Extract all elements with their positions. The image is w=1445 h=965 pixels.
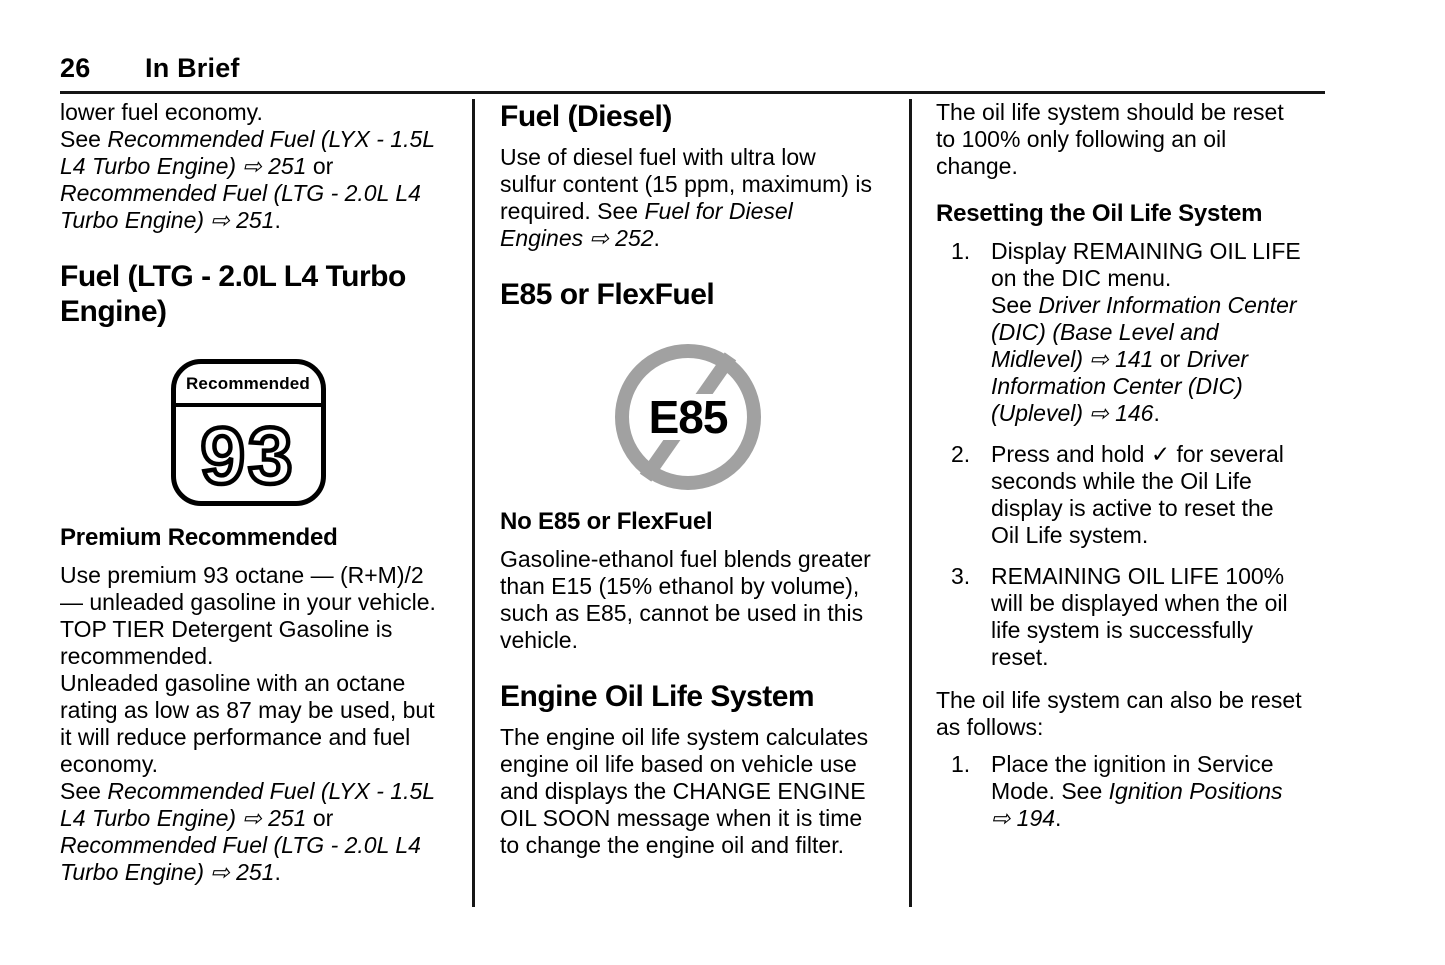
paragraph-diesel: Use of diesel fuel with ultra low sulfur content (15 ppm, maximum) is required. See Fuel for Diesel Engines ⇨ 252. [500, 144, 872, 251]
list-item-text: Display REMAINING OIL LIFE on the DIC menu. See Driver Information Center (DIC) (Base Level and Midlevel) ⇨ 141 or Driver Information Center (DIC) (Uplevel) ⇨ 146. [991, 238, 1301, 426]
heading-e85: E85 or FlexFuel [500, 278, 715, 311]
no-e85-prohibition-icon [615, 344, 761, 490]
heading-fuel-ltg: Fuel (LTG - 2.0L L4 Turbo Engine) [60, 260, 406, 328]
paragraph-oil-life: The engine oil life system calculates engine oil life based on vehicle use and displays the CHANGE ENGINE OIL SOON message when it is time to change the engine oil and filter. [500, 724, 869, 858]
subheading-no-e85: No E85 or FlexFuel [500, 508, 713, 535]
paragraph-premium-fuel: Use premium 93 octane — (R+M)/2 — unleaded gasoline in your vehicle. TOP TIER Detergent Gasoline is recommended. Unleaded gasoline with an octane rating as low as 87 may be used, but it will reduce performance and fuel economy. See Recommended Fuel (LYX - 1.5L L4 Turbo Engine) ⇨ 251 or Recommended Fuel (LTG - 2.0L L4 Turbo Engine) ⇨ 251. [60, 562, 436, 885]
badge-octane-number: 93 [200, 411, 296, 500]
column-1 [60, 99, 472, 886]
list-item [951, 441, 1308, 549]
list-item-text: REMAINING OIL LIFE 100% will be displayed when the oil life system is successfully reset. [991, 563, 1288, 670]
paragraph-intro: lower fuel economy. See Recommended Fuel (LYX - 1.5L L4 Turbo Engine) ⇨ 251 or Recommended Fuel (LTG - 2.0L L4 Turbo Engine) ⇨ 251. [60, 99, 435, 233]
page-number: 26 [60, 53, 91, 83]
subheading-resetting-oil-life: Resetting the Oil Life System [936, 200, 1263, 227]
page-header [60, 53, 1445, 84]
subheading-premium-recommended: Premium Recommended [60, 524, 338, 551]
list-item-number: 1. [951, 238, 971, 264]
header-rule [60, 91, 1325, 94]
list-item-number: 3. [951, 563, 971, 589]
chapter-title: In Brief [145, 53, 240, 83]
list-item [951, 751, 1308, 832]
paragraph-oil-reset-intro: The oil life system should be reset to 100% only following an oil change. [936, 99, 1284, 179]
octane-93-badge [171, 359, 326, 506]
list-item [951, 238, 1308, 427]
list-item [951, 563, 1308, 671]
badge-recommended-label: Recommended [176, 364, 321, 407]
list-item-number: 2. [951, 441, 971, 467]
list-item-text: Place the ignition in Service Mode. See Ignition Positions ⇨ 194. [991, 751, 1283, 831]
heading-fuel-diesel: Fuel (Diesel) [500, 100, 672, 133]
e85-label: E85 [644, 394, 733, 440]
list-item-number: 1. [951, 751, 971, 777]
paragraph-also-reset: The oil life system can also be reset as follows: [936, 687, 1302, 740]
heading-engine-oil-life: Engine Oil Life System [500, 680, 815, 713]
column-3 [912, 99, 1332, 832]
column-2 [475, 99, 909, 859]
list-item-text: Press and hold ✓ for several seconds while the Oil Life display is active to reset the Oil Life system. [991, 441, 1284, 548]
paragraph-e85: Gasoline-ethanol fuel blends greater than E15 (15% ethanol by volume), such as E85, cannot be used in this vehicle. [500, 546, 871, 653]
content-columns [60, 99, 1445, 907]
